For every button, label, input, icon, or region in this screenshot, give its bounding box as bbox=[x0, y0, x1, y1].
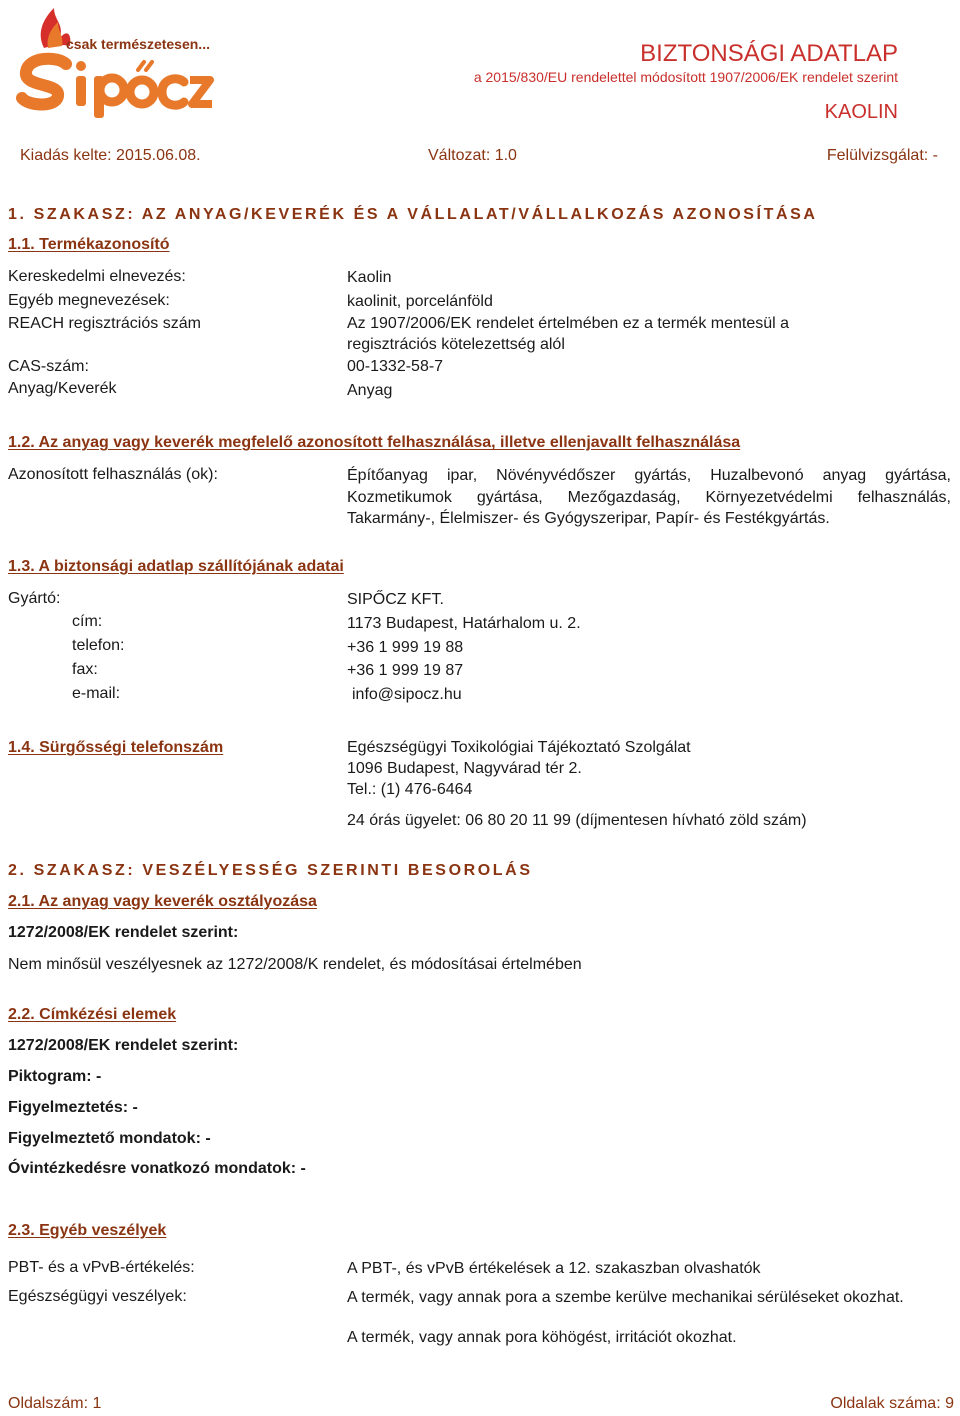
regulation-label-2: 1272/2008/EK rendelet szerint: bbox=[8, 1037, 239, 1054]
health-hazard-value-2: A termék, vagy annak pora köhögést, irritációt okozhat. bbox=[347, 1329, 737, 1346]
total-pages-value: 9 bbox=[945, 1395, 954, 1412]
health-hazard-label: Egészségügyi veszélyek: bbox=[8, 1288, 187, 1305]
cas-value: 00-1332-58-7 bbox=[347, 358, 444, 375]
pictogram: Piktogram: - bbox=[8, 1068, 102, 1085]
other-names-value: kaolinit, porcelánföld bbox=[347, 293, 493, 310]
logo-tagline: csak természetesen... bbox=[66, 36, 210, 52]
company-logo bbox=[14, 2, 214, 120]
address-label: cím: bbox=[72, 613, 103, 630]
signal-word: Figyelmeztetés: - bbox=[8, 1099, 138, 1116]
fax-value: +36 1 999 19 87 bbox=[347, 662, 464, 679]
subsection-1-3: 1.3. A biztonsági adatlap szállítójának adatai bbox=[8, 558, 344, 575]
manufacturer-label: Gyártó: bbox=[8, 590, 61, 607]
phone-label: telefon: bbox=[72, 637, 125, 654]
other-names-label: Egyéb megnevezések: bbox=[8, 292, 170, 309]
subsection-1-4: 1.4. Sürgősségi telefonszám bbox=[8, 739, 224, 756]
substance-mixture-value: Anyag bbox=[347, 382, 393, 399]
classification-text: Nem minősül veszélyesnek az 1272/2008/K rendelet, és módosításai értelmében bbox=[8, 956, 582, 973]
health-hazard-value-1: A termék, vagy annak pora a szembe kerülve mechanikai sérüléseket okozhat. bbox=[347, 1289, 904, 1306]
subsection-1-2: 1.2. Az anyag vagy keverék megfelelő azonosított felhasználása, illetve ellenjavallt felhasználása bbox=[8, 434, 741, 451]
identified-use-label: Azonosított felhasználás (ok): bbox=[8, 466, 218, 483]
precautionary-statements: Óvintézkedésre vonatkozó mondatok: - bbox=[8, 1160, 306, 1177]
issue-date: Kiadás kelte: 2015.06.08. bbox=[20, 147, 201, 164]
trade-name-value: Kaolin bbox=[347, 269, 392, 286]
email-value[interactable]: info@sipocz.hu bbox=[352, 686, 462, 703]
document-subtitle: a 2015/830/EU rendelettel módosított 1907/2006/EK rendelet szerint bbox=[473, 69, 898, 85]
section-2-heading: 2. SZAKASZ: VESZÉLYESSÉG SZERINTI BESOROLÁS bbox=[8, 862, 533, 879]
emergency-24h: 24 órás ügyelet: 06 80 20 11 99 (díjmentesen hívható zöld szám) bbox=[347, 812, 807, 829]
subsection-2-1: 2.1. Az anyag vagy keverék osztályozása bbox=[8, 893, 317, 910]
emergency-service: Egészségügyi Toxikológiai Tájékoztató Szolgálat bbox=[347, 739, 691, 756]
identified-use-value: Építőanyag ipar, Növényvédőszer gyártás, Huzalbevonó anyag gyártása, Kozmetikumok gyártása, Mezőgazdaság, Környezetvédelmi felhasználás, Takarmány-, Élelmiszer- és Gyógyszeripar, Papír- és Festékgyártás. bbox=[347, 467, 951, 527]
pbt-label: PBT- és a vPvB-értékelés: bbox=[8, 1259, 195, 1276]
hazard-statements: Figyelmeztető mondatok: - bbox=[8, 1130, 211, 1147]
total-pages-label: Oldalak száma: bbox=[830, 1395, 941, 1412]
product-name: KAOLIN bbox=[824, 101, 898, 123]
pbt-value: A PBT-, és vPvB értékelések a 12. szakaszban olvashatók bbox=[347, 1260, 761, 1277]
manufacturer-value: SIPŐCZ KFT. bbox=[347, 591, 444, 608]
trade-name-label: Kereskedelmi elnevezés: bbox=[8, 268, 186, 285]
total-pages bbox=[830, 1395, 954, 1413]
phone-value: +36 1 999 19 88 bbox=[347, 639, 464, 656]
subsection-2-3: 2.3. Egyéb veszélyek bbox=[8, 1222, 167, 1239]
email-label: e-mail: bbox=[72, 685, 121, 702]
page-number-label: Oldalszám: bbox=[8, 1395, 89, 1412]
address-value: 1173 Budapest, Határhalom u. 2. bbox=[347, 615, 581, 632]
page-number bbox=[8, 1395, 101, 1413]
logo-graphic bbox=[14, 2, 214, 120]
substance-mixture-label: Anyag/Keverék bbox=[8, 380, 117, 397]
cas-label: CAS-szám: bbox=[8, 358, 89, 375]
reach-label: REACH regisztrációs szám bbox=[8, 315, 201, 332]
reach-value-line2: regisztrációs kötelezettség alól bbox=[347, 336, 565, 353]
document-title: BIZTONSÁGI ADATLAP bbox=[640, 40, 898, 67]
revision: Felülvizsgálat: - bbox=[826, 147, 938, 164]
emergency-address: 1096 Budapest, Nagyvárad tér 2. bbox=[347, 760, 582, 777]
subsection-2-2: 2.2. Címkézési elemek bbox=[8, 1006, 177, 1023]
reach-value: Az 1907/2006/EK rendelet értelmében ez a termék mentesül a bbox=[347, 315, 790, 332]
emergency-phone: Tel.: (1) 476-6464 bbox=[347, 781, 473, 798]
page-number-value: 1 bbox=[92, 1395, 102, 1412]
version: Változat: 1.0 bbox=[428, 147, 517, 164]
regulation-label-1: 1272/2008/EK rendelet szerint: bbox=[8, 924, 239, 941]
fax-label: fax: bbox=[72, 661, 98, 678]
section-1-heading: 1. SZAKASZ: AZ ANYAG/KEVERÉK ÉS A VÁLLALAT/VÁLLALKOZÁS AZONOSÍTÁSA bbox=[8, 206, 818, 223]
subsection-1-1: 1.1. Termékazonosító bbox=[8, 236, 170, 253]
